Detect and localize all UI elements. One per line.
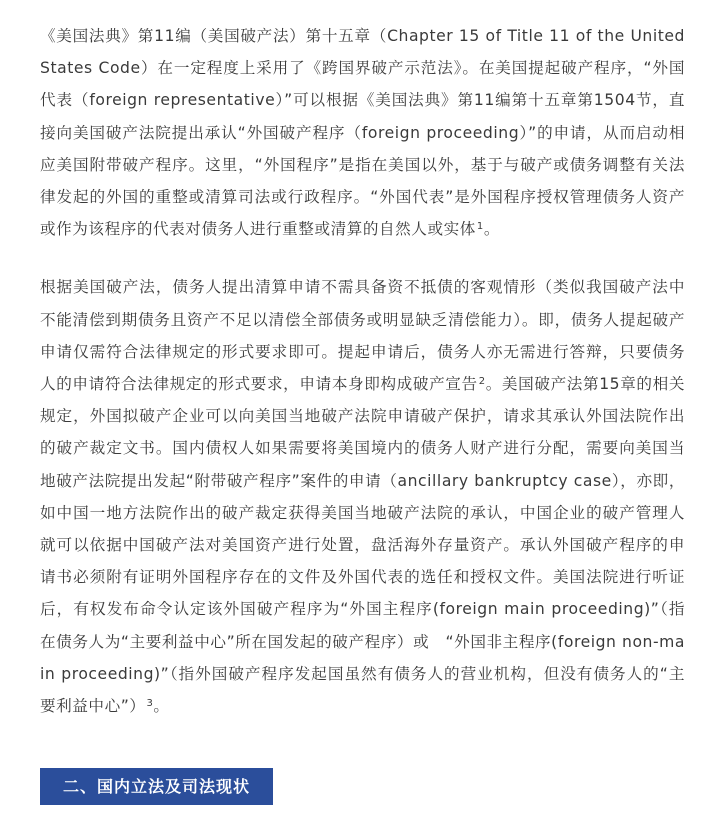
paragraph-bankruptcy-filing <box>40 271 685 722</box>
paragraph-tail: 。 <box>483 220 500 239</box>
paragraph-text: 《美国法典》第11编（美国破产法）第十五章（Chapter 15 of Title 11 of the United States Code）在一定程度上采用了《跨国界破产示范法》。在美国提起破产程序，“外国代表（foreign representative）”可以根据《美国法典》第11编第十五章第1504节，直接向美国破产法院提出承认“外国破产程序（foreign proceeding）”的申请，从而启动相应美国附带破产程序。这里，“外国程序”是指在美国以外，基于与破产或债务调整有关法律发起的外国的重整或清算司法或行政程序。“外国代表”是外国程序授权管理债务人资产或作为该程序的代表对债务人进行重整或清算的自然人或实体 <box>40 27 685 239</box>
footnote-marker-3[interactable]: 3 <box>146 698 154 710</box>
footnote-marker-2[interactable]: 2 <box>478 376 486 388</box>
paragraph-text-part-b: 。美国破产法第15章的相关规定，外国拟破产企业可以向美国当地破产法院申请破产保护，请求其承认外国法院作出的破产裁定文书。国内债权人如果需要将美国境内的债务人财产进行分配，需要向美国当地破产法院提出发起“附带破产程序”案件的申请（ancillary bankruptcy case），亦即，如中国一地方法院作出的破产裁定获得美国当地破产法院的承认，中国企业的破产管理人就可以依据中国破产法对美国资产进行处置，盘活海外存量资产。承认外国破产程序的申请书必须附有证明外国程序存在的文件及外国代表的选任和授权文件。美国法院进行听证后，有权发布命令认定该外国破产程序为“外国主程序(foreign main proceeding)”（指在债务人为“主要利益中心”所在国发起的破产程序）或 “外国非主程序(foreign non-main proceeding)”（指外国破产程序发起国虽然有债务人的营业机构，但没有债务人的“主要利益中心”） <box>40 375 685 716</box>
paragraph-tail: 。 <box>153 697 170 716</box>
paragraph-chapter-15-overview <box>40 20 685 245</box>
paragraph-text-part-a: 根据美国破产法，债务人提出清算申请不需具备资不抵债的客观情形（类似我国破产法中不能清偿到期债务且资产不足以清偿全部债务或明显缺乏清偿能力）。即，债务人提起破产申请仅需符合法律规定的形式要求即可。提起申请后，债务人亦无需进行答辩，只要债务人的申请符合法律规定的形式要求，申请本身即构成破产宣告 <box>40 278 685 394</box>
article-body <box>40 20 685 722</box>
section-heading-domestic-legislation: 二、国内立法及司法现状 <box>40 768 273 805</box>
footnote-marker-1[interactable]: 1 <box>476 221 484 233</box>
